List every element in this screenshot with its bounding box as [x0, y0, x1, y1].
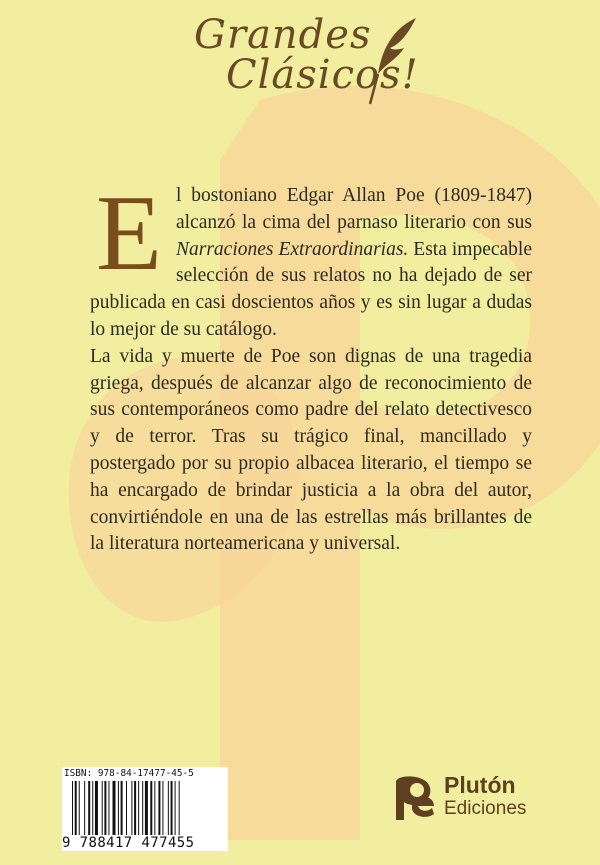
barcode-digits: 9 788417 477455	[62, 835, 195, 851]
paragraph-1-lead: l bostoniano Edgar Allan Poe (1809-1847) alcanzó la cima del parnaso literario con sus	[175, 185, 532, 233]
synopsis-paragraph-1	[90, 174, 532, 344]
synopsis-text	[90, 174, 532, 558]
publisher-subtitle: Ediciones	[444, 798, 527, 819]
quill-icon	[364, 14, 424, 110]
isbn-label: ISBN: 978-84-17477-45-5	[64, 768, 194, 779]
publisher-name: Plutón	[444, 772, 516, 798]
logo-line-1: Grandes	[194, 12, 372, 58]
paragraph-1-tail: Esta impecable selección de sus relatos no ha dejado de ser publicada en casi doscientos años y es sin lugar a dudas lo mejor de su catálogo.	[90, 238, 532, 340]
logo-line-2: Clásicos!	[226, 52, 419, 98]
barcode-bars	[72, 781, 220, 835]
isbn-barcode	[62, 767, 228, 851]
pluton-pe-icon	[390, 772, 438, 822]
drop-cap: E	[96, 174, 162, 293]
synopsis-paragraph-2: La vida y muerte de Poe son dignas de una tragedia griega, después de alcanzar algo de reconocimiento de sus contemporáneos como padre del relato detectivesco y de terror. Tras su trágico final, mancillado y postergado por su propio albacea literario, el tiempo se ha encargado de brindar justicia a la obra del autor, convirtiéndole en una de las estrellas más brillantes de la literatura norteamericana y universal.	[90, 345, 532, 555]
paragraph-1-italic-title: Narraciones Extraordinarias.	[175, 238, 409, 260]
grandes-clasicos-logo	[186, 6, 426, 114]
publisher-logo	[390, 768, 560, 828]
